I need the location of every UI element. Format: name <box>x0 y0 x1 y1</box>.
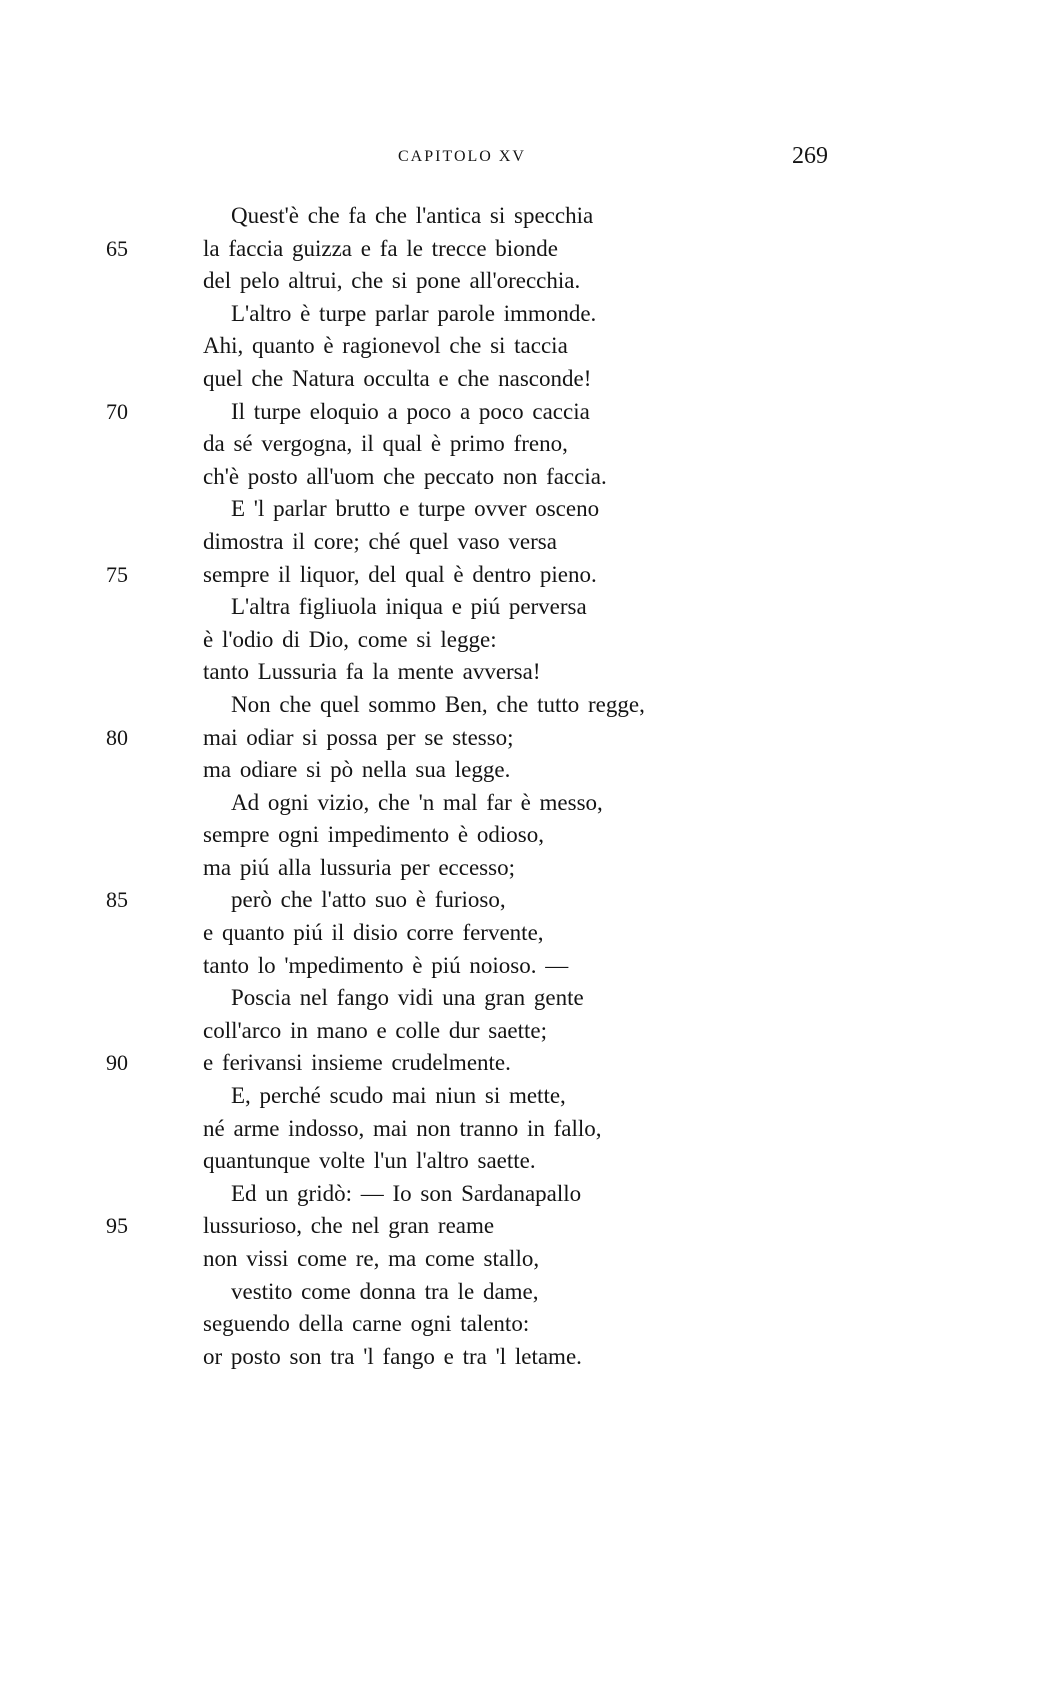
verse-text: sempre ogni impedimento è odioso, <box>203 822 544 848</box>
verse-line <box>0 1210 1040 1243</box>
verse-text: quel che Natura occulta e che nasconde! <box>203 365 592 391</box>
verse-text: E 'l parlar brutto e turpe ovver osceno <box>231 496 600 522</box>
verse-text: Ad ogni vizio, che 'n mal far è messo, <box>231 789 603 815</box>
verse-line <box>0 689 1040 722</box>
verse-text: tanto Lussuria fa la mente avversa! <box>203 659 541 685</box>
verse-text: e ferivansi insieme crudelmente. <box>203 1050 511 1076</box>
verse-text: quantunque volte l'un l'altro saette. <box>203 1148 536 1174</box>
verse-text: tanto lo 'mpedimento è piú noioso. — <box>203 952 569 978</box>
line-number: 80 <box>106 724 128 750</box>
verse-text: è l'odio di Dio, come si legge: <box>203 626 497 652</box>
verse-line <box>0 200 1040 233</box>
line-number: 95 <box>106 1213 128 1239</box>
verse-text: E, perché scudo mai niun si mette, <box>231 1083 566 1109</box>
verse-text: Poscia nel fango vidi una gran gente <box>231 985 584 1011</box>
verse-text: mai odiar si possa per se stesso; <box>203 724 514 750</box>
verse-text: né arme indosso, mai non tranno in fallo, <box>203 1115 602 1141</box>
verse-line <box>0 1178 1040 1211</box>
verse-line <box>0 1308 1040 1341</box>
verse-text: Ahi, quanto è ragionevol che si taccia <box>203 333 568 359</box>
verse-text: ma piú alla lussuria per eccesso; <box>203 854 515 880</box>
verse-text: seguendo della carne ogni talento: <box>203 1311 530 1337</box>
verse-line <box>0 559 1040 592</box>
verse-text: però che l'atto suo è furioso, <box>231 887 506 913</box>
verse-text: dimostra il core; ché quel vaso versa <box>203 528 557 554</box>
verse-text: Il turpe eloquio a poco a poco caccia <box>231 398 590 424</box>
verse-line <box>0 950 1040 983</box>
verse-line <box>0 787 1040 820</box>
verse-line <box>0 754 1040 787</box>
verse-line <box>0 917 1040 950</box>
verse-text: lussurioso, che nel gran reame <box>203 1213 495 1239</box>
verse-text: L'altro è turpe parlar parole immonde. <box>231 300 597 326</box>
verse-line <box>0 1015 1040 1048</box>
verse-text: sempre il liquor, del qual è dentro pieno. <box>203 561 597 587</box>
verse-line <box>0 298 1040 331</box>
verse-text: ch'è posto all'uom che peccato non faccia. <box>203 463 607 489</box>
verse-line <box>0 233 1040 266</box>
verse-text: da sé vergogna, il qual è primo freno, <box>203 431 568 457</box>
verse-text: la faccia guizza e fa le trecce bionde <box>203 235 558 261</box>
verse-line <box>0 656 1040 689</box>
verse-line <box>0 982 1040 1015</box>
verse-line <box>0 526 1040 559</box>
verse-line <box>0 1113 1040 1146</box>
verse-line <box>0 624 1040 657</box>
verse-text: vestito come donna tra le dame, <box>231 1278 539 1304</box>
verse-text: coll'arco in mano e colle dur saette; <box>203 1017 548 1043</box>
verse-line <box>0 1145 1040 1178</box>
verse-text: e quanto piú il disio corre fervente, <box>203 920 544 946</box>
verse-text: del pelo altrui, che si pone all'orecchia. <box>203 268 581 294</box>
verse-line <box>0 396 1040 429</box>
verse-text: or posto son tra 'l fango e tra 'l letame. <box>203 1343 582 1369</box>
running-header-title: CAPITOLO XV <box>398 148 526 165</box>
verse-line <box>0 265 1040 298</box>
line-number: 85 <box>106 887 128 913</box>
verse-line <box>0 1276 1040 1309</box>
verse-line <box>0 1080 1040 1113</box>
verse-line <box>0 493 1040 526</box>
verse-line <box>0 1341 1040 1374</box>
verse-text: Ed un gridò: — Io son Sardanapallo <box>231 1180 582 1206</box>
verse-text: L'altra figliuola iniqua e piú perversa <box>231 594 587 620</box>
verse-line <box>0 884 1040 917</box>
line-number: 75 <box>106 561 128 587</box>
verse-line <box>0 819 1040 852</box>
verse-text: Quest'è che fa che l'antica si specchia <box>231 203 594 228</box>
verse-line <box>0 1047 1040 1080</box>
line-number: 70 <box>106 398 128 424</box>
verse-line <box>0 461 1040 494</box>
line-number: 65 <box>106 235 128 261</box>
line-number: 90 <box>106 1050 128 1076</box>
verse-line <box>0 591 1040 624</box>
verse-line <box>0 1243 1040 1276</box>
verse-line <box>0 852 1040 885</box>
verse-line <box>0 428 1040 461</box>
poem-body <box>0 200 1040 1373</box>
verse-line <box>0 330 1040 363</box>
page-number: 269 <box>792 143 828 169</box>
verse-text: non vissi come re, ma come stallo, <box>203 1246 540 1271</box>
verse-line <box>0 363 1040 396</box>
verse-text: ma odiare si pò nella sua legge. <box>203 757 511 783</box>
verse-text: Non che quel sommo Ben, che tutto regge, <box>231 691 645 717</box>
verse-line <box>0 722 1040 755</box>
